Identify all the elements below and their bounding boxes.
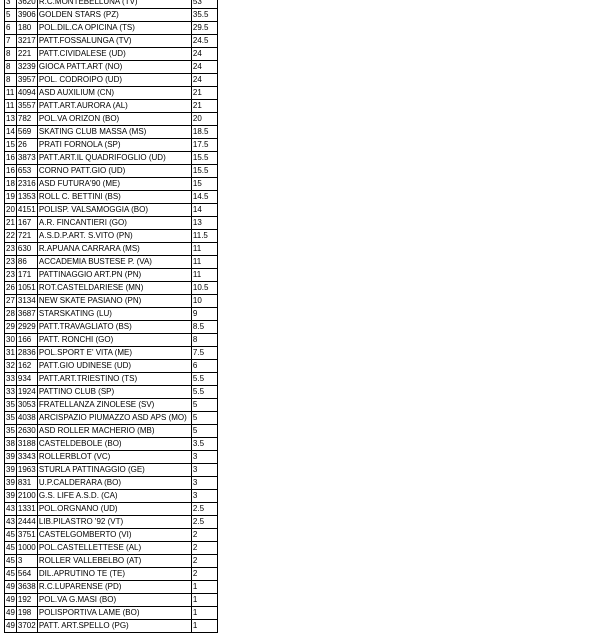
club-code-cell: 3557: [16, 100, 37, 113]
rank-cell: 35: [5, 425, 17, 438]
club-name-cell: POL.SPORT E' VITA (ME): [37, 347, 191, 360]
rank-cell: 21: [5, 217, 17, 230]
points-cell: 11: [191, 243, 217, 256]
rank-cell: 16: [5, 152, 17, 165]
club-code-cell: 1331: [16, 503, 37, 516]
table-row: [5, 9, 218, 22]
club-name-cell: ROLLER VALLEBELBO (AT): [37, 555, 191, 568]
club-name-cell: PATT. RONCHI (GO): [37, 334, 191, 347]
rank-cell: 8: [5, 48, 17, 61]
club-code-cell: 3217: [16, 35, 37, 48]
table-row: [5, 464, 218, 477]
table-row: [5, 74, 218, 87]
table-row: [5, 425, 218, 438]
club-code-cell: 86: [16, 256, 37, 269]
table-row: [5, 35, 218, 48]
rank-cell: 32: [5, 360, 17, 373]
club-code-cell: 3188: [16, 438, 37, 451]
club-name-cell: POL.VA G.MASI (BO): [37, 594, 191, 607]
rank-cell: 11: [5, 87, 17, 100]
table-row: [5, 334, 218, 347]
rank-cell: 35: [5, 412, 17, 425]
club-name-cell: ASD ROLLER MACHERIO (MB): [37, 425, 191, 438]
table-row: [5, 282, 218, 295]
table-row: [5, 607, 218, 620]
rank-cell: 38: [5, 438, 17, 451]
points-cell: 1: [191, 620, 217, 633]
ranking-table: [4, 0, 218, 633]
points-cell: 9: [191, 308, 217, 321]
points-cell: 3: [191, 490, 217, 503]
points-cell: 18.5: [191, 126, 217, 139]
rank-cell: 49: [5, 607, 17, 620]
table-row: [5, 100, 218, 113]
points-cell: 17.5: [191, 139, 217, 152]
rank-cell: 45: [5, 568, 17, 581]
club-name-cell: POL.ORGNANO (UD): [37, 503, 191, 516]
rank-cell: 16: [5, 165, 17, 178]
points-cell: 3: [191, 477, 217, 490]
rank-cell: 35: [5, 399, 17, 412]
club-name-cell: SKATING CLUB MASSA (MS): [37, 126, 191, 139]
rank-cell: 23: [5, 256, 17, 269]
points-cell: 13: [191, 217, 217, 230]
club-name-cell: ACCADEMIA BUSTESE P. (VA): [37, 256, 191, 269]
points-cell: 24: [191, 74, 217, 87]
club-code-cell: 3053: [16, 399, 37, 412]
points-cell: 11: [191, 269, 217, 282]
rank-cell: 19: [5, 191, 17, 204]
club-code-cell: 3620: [16, 0, 37, 9]
club-code-cell: 653: [16, 165, 37, 178]
rank-cell: 45: [5, 555, 17, 568]
points-cell: 10: [191, 295, 217, 308]
points-cell: 5.5: [191, 386, 217, 399]
table-row: [5, 568, 218, 581]
points-cell: 2: [191, 542, 217, 555]
rank-cell: 15: [5, 139, 17, 152]
club-code-cell: 2316: [16, 178, 37, 191]
points-cell: 2: [191, 568, 217, 581]
club-code-cell: 2444: [16, 516, 37, 529]
club-name-cell: R.C.LUPARENSE (PD): [37, 581, 191, 594]
points-cell: 11.5: [191, 230, 217, 243]
club-name-cell: A.S.D.P.ART. S.VITO (PN): [37, 230, 191, 243]
table-row: [5, 529, 218, 542]
club-name-cell: GIOCA PATT.ART (NO): [37, 61, 191, 74]
club-code-cell: 2630: [16, 425, 37, 438]
table-row: [5, 0, 218, 9]
table-row: [5, 295, 218, 308]
ranking-table-body: [5, 0, 218, 633]
table-row: [5, 22, 218, 35]
club-code-cell: 3134: [16, 295, 37, 308]
club-code-cell: 221: [16, 48, 37, 61]
club-code-cell: 3751: [16, 529, 37, 542]
rank-cell: 27: [5, 295, 17, 308]
club-code-cell: 3873: [16, 152, 37, 165]
club-name-cell: ARCISPAZIO PIUMAZZO ASD APS (MO): [37, 412, 191, 425]
club-code-cell: 1051: [16, 282, 37, 295]
rank-cell: 3: [5, 0, 17, 9]
club-code-cell: 3239: [16, 61, 37, 74]
points-cell: 3: [191, 451, 217, 464]
club-code-cell: 564: [16, 568, 37, 581]
points-cell: 8: [191, 334, 217, 347]
rank-cell: 5: [5, 9, 17, 22]
points-cell: 6: [191, 360, 217, 373]
table-row: [5, 490, 218, 503]
points-cell: 20: [191, 113, 217, 126]
points-cell: 21: [191, 87, 217, 100]
points-cell: 29.5: [191, 22, 217, 35]
club-code-cell: 1000: [16, 542, 37, 555]
club-name-cell: PATT.FOSSALUNGA (TV): [37, 35, 191, 48]
rank-cell: 11: [5, 100, 17, 113]
club-name-cell: PATT.TRAVAGLIATO (BS): [37, 321, 191, 334]
club-name-cell: POLISPORTIVA LAME (BO): [37, 607, 191, 620]
points-cell: 5: [191, 412, 217, 425]
points-cell: 15.5: [191, 165, 217, 178]
table-row: [5, 373, 218, 386]
table-row: [5, 191, 218, 204]
club-code-cell: 3: [16, 555, 37, 568]
club-name-cell: POLISP. VALSAMOGGIA (BO): [37, 204, 191, 217]
club-name-cell: POL.DIL.CA OPICINA (TS): [37, 22, 191, 35]
table-row: [5, 230, 218, 243]
table-row: [5, 126, 218, 139]
points-cell: 3: [191, 464, 217, 477]
rank-cell: 29: [5, 321, 17, 334]
club-name-cell: POL.CASTELLETTESE (AL): [37, 542, 191, 555]
club-code-cell: 198: [16, 607, 37, 620]
table-row: [5, 438, 218, 451]
table-row: [5, 269, 218, 282]
club-name-cell: A.R. FINCANTIERI (GO): [37, 217, 191, 230]
rank-cell: 43: [5, 503, 17, 516]
rank-cell: 13: [5, 113, 17, 126]
club-name-cell: FRATELLANZA ZINOLESE (SV): [37, 399, 191, 412]
club-name-cell: PATT.ART.TRIESTINO (TS): [37, 373, 191, 386]
club-name-cell: R.APUANA CARRARA (MS): [37, 243, 191, 256]
table-row: [5, 477, 218, 490]
rank-cell: 39: [5, 490, 17, 503]
club-name-cell: ASD AUXILIUM (CN): [37, 87, 191, 100]
club-name-cell: POL.VA ORIZON (BO): [37, 113, 191, 126]
points-cell: 15: [191, 178, 217, 191]
points-cell: 35.5: [191, 9, 217, 22]
rank-cell: 45: [5, 529, 17, 542]
club-code-cell: 2100: [16, 490, 37, 503]
points-cell: 14.5: [191, 191, 217, 204]
table-row: [5, 139, 218, 152]
club-name-cell: PATT.GIO UDINESE (UD): [37, 360, 191, 373]
club-code-cell: 2929: [16, 321, 37, 334]
table-row: [5, 542, 218, 555]
points-cell: 24: [191, 48, 217, 61]
points-cell: 1: [191, 607, 217, 620]
club-code-cell: 4038: [16, 412, 37, 425]
club-code-cell: 162: [16, 360, 37, 373]
table-row: [5, 152, 218, 165]
rank-cell: 33: [5, 373, 17, 386]
club-name-cell: POL. CODROIPO (UD): [37, 74, 191, 87]
table-row: [5, 87, 218, 100]
rank-cell: 23: [5, 243, 17, 256]
table-row: [5, 204, 218, 217]
points-cell: 8.5: [191, 321, 217, 334]
club-code-cell: 630: [16, 243, 37, 256]
points-cell: 5: [191, 425, 217, 438]
club-code-cell: 1924: [16, 386, 37, 399]
points-cell: 21: [191, 100, 217, 113]
points-cell: 7.5: [191, 347, 217, 360]
table-row: [5, 113, 218, 126]
club-name-cell: PATTINAGGIO ART.PN (PN): [37, 269, 191, 282]
points-cell: 10.5: [191, 282, 217, 295]
club-code-cell: 180: [16, 22, 37, 35]
club-code-cell: 721: [16, 230, 37, 243]
table-row: [5, 503, 218, 516]
club-name-cell: ROLLERBLOT (VC): [37, 451, 191, 464]
table-row: [5, 516, 218, 529]
club-name-cell: GOLDEN STARS (PZ): [37, 9, 191, 22]
club-name-cell: ROLL C. BETTINI (BS): [37, 191, 191, 204]
club-name-cell: STURLA PATTINAGGIO (GE): [37, 464, 191, 477]
rank-cell: 14: [5, 126, 17, 139]
table-row: [5, 256, 218, 269]
rank-cell: 6: [5, 22, 17, 35]
club-name-cell: DIL.APRUTINO TE (TE): [37, 568, 191, 581]
rank-cell: 30: [5, 334, 17, 347]
club-code-cell: 569: [16, 126, 37, 139]
club-code-cell: 3702: [16, 620, 37, 633]
points-cell: 11: [191, 256, 217, 269]
rank-cell: 31: [5, 347, 17, 360]
rank-cell: 45: [5, 542, 17, 555]
club-name-cell: CASTELDEBOLE (BO): [37, 438, 191, 451]
points-cell: 24.5: [191, 35, 217, 48]
club-name-cell: PRATI FORNOLA (SP): [37, 139, 191, 152]
club-name-cell: PATT.ART.AURORA (AL): [37, 100, 191, 113]
points-cell: 2.5: [191, 516, 217, 529]
club-code-cell: 782: [16, 113, 37, 126]
club-code-cell: 1353: [16, 191, 37, 204]
club-name-cell: PATT. ART.SPELLO (PG): [37, 620, 191, 633]
club-code-cell: 4094: [16, 87, 37, 100]
table-row: [5, 360, 218, 373]
table-row: [5, 594, 218, 607]
table-row: [5, 321, 218, 334]
club-code-cell: 26: [16, 139, 37, 152]
club-code-cell: 934: [16, 373, 37, 386]
club-name-cell: PATT.ART.IL QUADRIFOGLIO (UD): [37, 152, 191, 165]
club-code-cell: 3687: [16, 308, 37, 321]
table-row: [5, 620, 218, 633]
rank-cell: 39: [5, 477, 17, 490]
points-cell: 2.5: [191, 503, 217, 516]
rank-cell: 33: [5, 386, 17, 399]
table-row: [5, 178, 218, 191]
club-code-cell: 3638: [16, 581, 37, 594]
club-name-cell: R.C.MONTEBELLUNA (TV): [37, 0, 191, 9]
table-row: [5, 48, 218, 61]
points-cell: 3.5: [191, 438, 217, 451]
club-name-cell: U.P.CALDERARA (BO): [37, 477, 191, 490]
rank-cell: 39: [5, 464, 17, 477]
table-row: [5, 451, 218, 464]
table-row: [5, 61, 218, 74]
table-row: [5, 399, 218, 412]
rank-cell: 22: [5, 230, 17, 243]
club-code-cell: 1963: [16, 464, 37, 477]
club-name-cell: ASD FUTURA'90 (ME): [37, 178, 191, 191]
club-name-cell: PATT.CIVIDALESE (UD): [37, 48, 191, 61]
rank-cell: 20: [5, 204, 17, 217]
rank-cell: 39: [5, 451, 17, 464]
rank-cell: 43: [5, 516, 17, 529]
rank-cell: 49: [5, 620, 17, 633]
club-code-cell: 4151: [16, 204, 37, 217]
rank-cell: 18: [5, 178, 17, 191]
rank-cell: 23: [5, 269, 17, 282]
points-cell: 14: [191, 204, 217, 217]
club-name-cell: STARSKATING (LU): [37, 308, 191, 321]
club-name-cell: CASTELGOMBERTO (VI): [37, 529, 191, 542]
club-code-cell: 831: [16, 477, 37, 490]
table-row: [5, 555, 218, 568]
club-code-cell: 171: [16, 269, 37, 282]
rank-cell: 49: [5, 594, 17, 607]
club-name-cell: G.S. LIFE A.S.D. (CA): [37, 490, 191, 503]
rank-cell: 8: [5, 61, 17, 74]
table-row: [5, 165, 218, 178]
club-code-cell: 3343: [16, 451, 37, 464]
rank-cell: 26: [5, 282, 17, 295]
points-cell: 15.5: [191, 152, 217, 165]
table-row: [5, 243, 218, 256]
table-row: [5, 308, 218, 321]
club-code-cell: 3957: [16, 74, 37, 87]
points-cell: 53: [191, 0, 217, 9]
points-cell: 1: [191, 581, 217, 594]
club-name-cell: ROT.CASTELDARIESE (MN): [37, 282, 191, 295]
rank-cell: 49: [5, 581, 17, 594]
points-cell: 5: [191, 399, 217, 412]
rank-cell: 7: [5, 35, 17, 48]
table-row: [5, 347, 218, 360]
points-cell: 24: [191, 61, 217, 74]
club-code-cell: 192: [16, 594, 37, 607]
table-row: [5, 581, 218, 594]
points-cell: 2: [191, 555, 217, 568]
club-name-cell: CORNO PATT.GIO (UD): [37, 165, 191, 178]
club-name-cell: PATTINO CLUB (SP): [37, 386, 191, 399]
table-row: [5, 217, 218, 230]
club-code-cell: 3906: [16, 9, 37, 22]
points-cell: 2: [191, 529, 217, 542]
points-cell: 5.5: [191, 373, 217, 386]
club-code-cell: 167: [16, 217, 37, 230]
rank-cell: 8: [5, 74, 17, 87]
rank-cell: 28: [5, 308, 17, 321]
table-row: [5, 386, 218, 399]
club-name-cell: LIB.PILASTRO '92 (VT): [37, 516, 191, 529]
table-row: [5, 412, 218, 425]
points-cell: 1: [191, 594, 217, 607]
club-code-cell: 166: [16, 334, 37, 347]
club-name-cell: NEW SKATE PASIANO (PN): [37, 295, 191, 308]
club-code-cell: 2836: [16, 347, 37, 360]
